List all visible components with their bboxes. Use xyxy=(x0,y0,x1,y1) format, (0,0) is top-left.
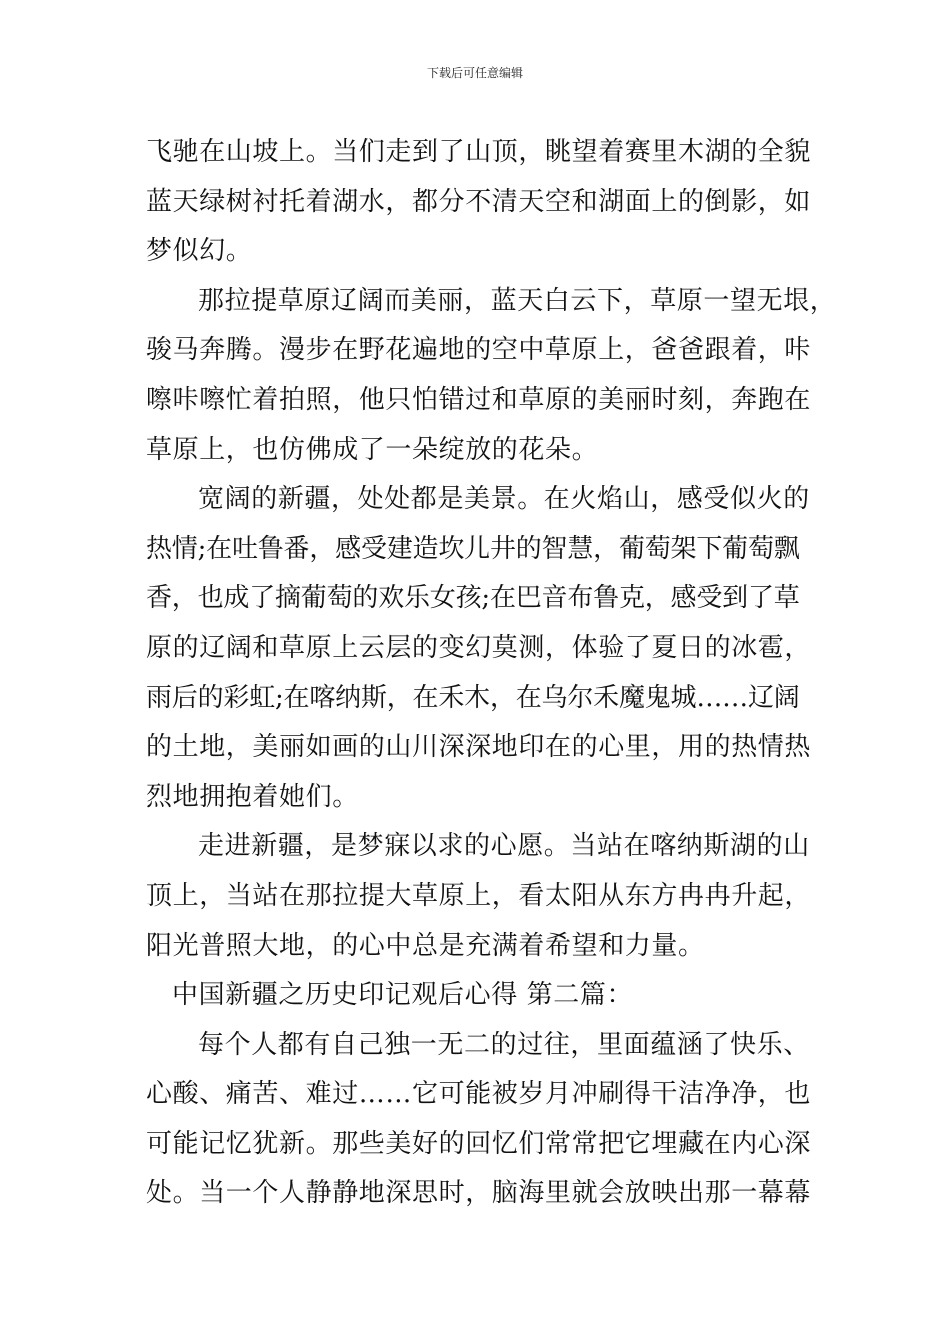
text-line: 香，也成了摘葡萄的欢乐女孩;在巴音布鲁克，感受到了草 xyxy=(146,583,800,614)
paragraph-start-line: 宽阔的新疆，处处都是美景。在火焰山，感受似火的 xyxy=(198,484,810,515)
paragraph-start-line: 每个人都有自己独一无二的过往，里面蕴涵了快乐、 xyxy=(198,1029,810,1060)
paragraph-start-line: 走进新疆，是梦寐以求的心愿。当站在喀纳斯湖的山 xyxy=(198,831,810,862)
text-line: 热情;在吐鲁番，感受建造坎儿井的智慧，葡萄架下葡萄飘 xyxy=(146,533,800,564)
section-title: 中国新疆之历史印记观后心得 第二篇： xyxy=(172,980,634,1011)
text-line: 顶上，当站在那拉提大草原上，看太阳从东方冉冉升起， xyxy=(146,880,812,911)
text-line: 可能记忆犹新。那些美好的回忆们常常把它埋藏在内心深 xyxy=(146,1128,812,1159)
text-line: 飞驰在山坡上。当们走到了山顶，眺望着赛里木湖的全貌 xyxy=(146,137,812,167)
text-line: 心酸、痛苦、难过……它可能被岁月冲刷得干洁净净，也 xyxy=(146,1079,812,1110)
document-body xyxy=(146,128,837,1219)
text-line: 骏马奔腾。漫步在野花遍地的空中草原上，爸爸跟着，咔 xyxy=(146,335,812,366)
page-header: 下载后可任意编辑 xyxy=(426,66,523,80)
text-line: 的土地，美丽如画的山川深深地印在的心里，用的热情热 xyxy=(146,732,812,763)
text-line: 处。当一个人静静地深思时，脑海里就会放映出那一幕幕 xyxy=(146,1178,812,1209)
text-line: 阳光普照大地，的心中总是充满着希望和力量。 xyxy=(146,930,705,961)
text-line: 雨后的彩虹;在喀纳斯，在禾木，在乌尔禾魔鬼城……辽阔 xyxy=(146,682,800,713)
text-line: 草原上，也仿佛成了一朵绽放的花朵。 xyxy=(146,434,599,465)
text-line: 蓝天绿树衬托着湖水，都分不清天空和湖面上的倒影，如 xyxy=(146,186,812,217)
text-line: 原的辽阔和草原上云层的变幻莫测，体验了夏日的冰雹， xyxy=(146,632,812,663)
text-line: 梦似幻。 xyxy=(146,236,253,267)
text-line: 烈地拥抱着她们。 xyxy=(146,781,359,812)
text-line: 嚓咔嚓忙着拍照，他只怕错过和草原的美丽时刻，奔跑在 xyxy=(146,384,812,415)
paragraph-start-line: 那拉提草原辽阔而美丽，蓝天白云下，草原一望无垠， xyxy=(198,285,837,316)
